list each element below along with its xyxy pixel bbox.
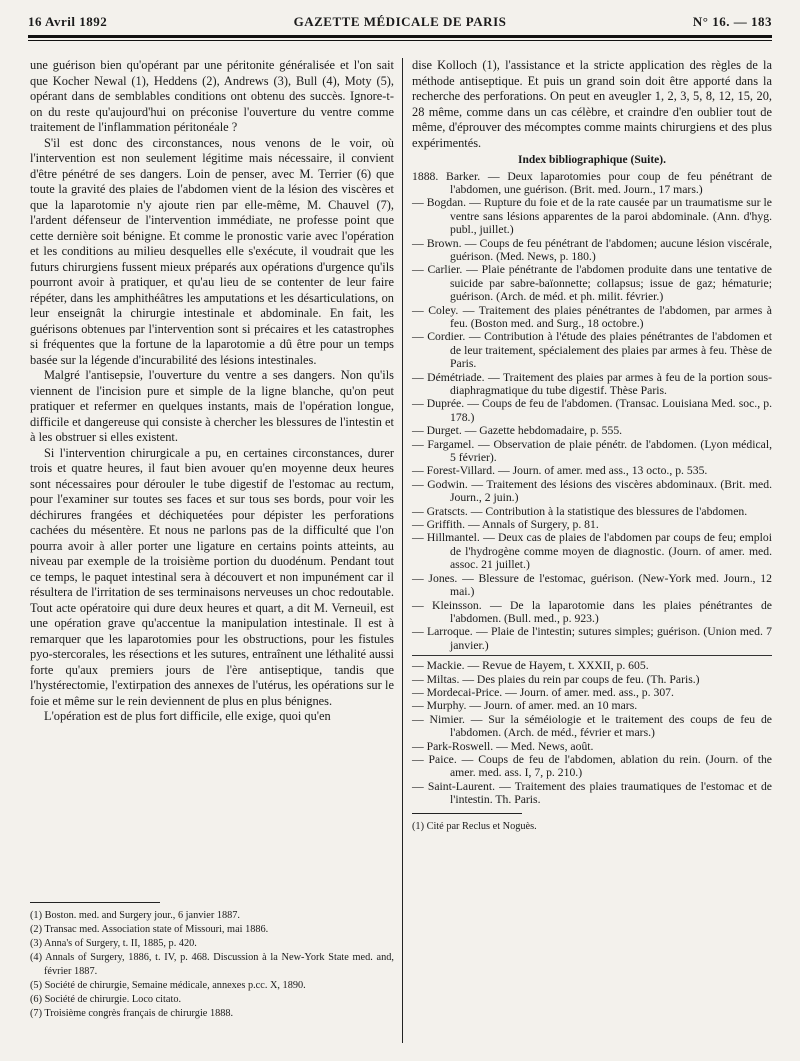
- bibliography-entry: — Godwin. — Traitement des lésions des viscères abdominaux. (Brit. med. Journ., 2 juin.): [412, 477, 772, 505]
- footnote: (5) Société de chirurgie, Semaine médicale, annexes p.cc. X, 1890.: [30, 980, 306, 991]
- footnote-rule: [30, 902, 160, 903]
- bibliography-entry: — Mackie. — Revue de Hayem, t. XXXII, p. 605.: [412, 659, 649, 673]
- paragraph: Si l'intervention chirurgicale a pu, en certaines circonstances, durer trois et quatre heures, il faut bien avouer qu'en moyenne deux heures sont nécessaires pour dérouler le tube digestif de l'estomac au rectum, pour l'examiner sur toutes ses faces et sur tous ses bords, pour voir les déchirures frangées et déchiquetées pour dépister les perforations cachées du mésentère. Et nous ne parlons pas de la difficulté que l'on pourra avoir à aller porter une ligature en certains points atteints, au niveau par exemple de la troisième portion du duodénum. Pendant tout ce temps, le paquet intestinal sera à découvert et non impunément car il résultera de l'irritation de ses terminaisons nerveuses un choc redoutable. Tout acte opératoire qui dure deux heures et quart, a dit M. Verneuil, est une opération grave qu'accentue la manipulation intestinale. Il est à remarquer que les laparotomies pour les obstructions, pour les fistules pyo-stercorales, les résections et les sutures, entraînent une léthalité aussi forte qu'aux premiers jours de l'ère antiseptique, tandis que l'hystérectomie, l'extirpation des annexes de l'utérus, les opérations sur le foie et même sur le rein deviennent de plus en plus bénignes.: [30, 445, 394, 708]
- column-divider: [402, 58, 403, 1043]
- bibliography-entry: — Brown. — Coups de feu pénétrant de l'abdomen; aucune lésion viscérale, guérison. (Med. News, p. 180.): [412, 236, 772, 263]
- footnote: (1) Cité par Reclus et Noguès.: [412, 820, 537, 832]
- paragraph: une guérison bien qu'opérant par une péritonite généralisée et l'on sait que Kocher Newal (1), Heddens (2), Andrews (3), Bull (4), Moty (5), opérant dans de semblables conditions ont obtenu des succès. Ignore-t-on du reste qu'aujourd'hui on préconise l'ouverture du ventre comme traitement de l'inflammation péritonéale ?: [30, 58, 394, 134]
- footnote: (3) Anna's of Surgery, t. II, 1885, p. 420.: [30, 938, 197, 949]
- bibliography-entry: — Mordecai-Price. — Journ. of amer. med. ass., p. 307.: [412, 685, 674, 699]
- bibliography-entry: — Nimier. — Sur la séméiologie et le traitement des coups de feu de l'abdomen. (Arch. de méd., février et mars.): [412, 712, 772, 740]
- bibliography-entry: — Jones. — Blessure de l'estomac, guérison. (New-York med. Journ., 12 mai.): [412, 571, 772, 599]
- bibliography-entry: — Paice. — Coups de feu de l'abdomen, ablation du rein. (Journ. of the amer. med. ass. I, 7, p. 210.): [412, 752, 772, 780]
- bibliography-entry: — Démétriade. — Traitement des plaies par armes à feu de la portion sous-diaphragmatique du tube digestif. Thèse Paris.: [412, 370, 772, 397]
- bibliography-entry: — Miltas. — Des plaies du rein par coups de feu. (Th. Paris.): [412, 672, 700, 686]
- journal-title: GAZETTE MÉDICALE DE PARIS: [293, 14, 507, 29]
- footnote-rule: [412, 813, 522, 814]
- paragraph: L'opération est de plus fort difficile, elle exige, quoi qu'en: [44, 709, 331, 723]
- bibliography-entry: — Park-Roswell. — Med. News, août.: [412, 739, 594, 753]
- footnote: (1) Boston. med. and Surgery jour., 6 janvier 1887.: [30, 910, 241, 921]
- bibliography-entry: — Saint-Laurent. — Traitement des plaies traumatiques de l'estomac et de l'intestin. Th. Paris.: [412, 779, 772, 807]
- bibliography-entry: — Hillmantel. — Deux cas de plaies de l'abdomen par coups de feu; emploi de l'hydrogène comme moyen de diagnostic. (Journ. of amer. med. assoc. 21 juillet.): [412, 531, 772, 572]
- footnote: (7) Troisième congrès français de chirurgie 1888.: [30, 1008, 234, 1019]
- paragraph: Malgré l'antisepsie, l'ouverture du ventre a ses dangers. Non qu'ils viennent de l'incision pure et simple de la ligne blanche, qu'on peut pratiquer et refermer en quelques instants, mais de l'opération longue, difficile et dangereuse qui consiste à chercher les blessures de l'intestin et à les obstruer si elles existent.: [30, 368, 394, 444]
- bibliography-entry: — Coley. — Traitement des plaies pénétrantes de l'abdomen, par armes à feu. (Boston med. and Surg., 18 octobre.): [412, 303, 772, 330]
- bibliography-entry: — Cordier. — Contribution à l'étude des plaies pénétrantes de l'abdomen et de leur traitement, spécialement des plaies par armes à feu. Thèse de Paris.: [412, 330, 772, 371]
- bibliography-entry: — Griffith. — Annals of Surgery, p. 81.: [412, 518, 599, 532]
- bibliography-entry: — Bogdan. — Rupture du foie et de la rate causée par un traumatisme sur le ventre sans lésions apparentes de la paroi abdominale. (Ann. d'hyg. publ., juillet.): [412, 196, 772, 237]
- bibliography-entry: — Kleinsson. — De la laparotomie dans les plaies pénétrantes de l'abdomen. (Bull. med., p. 923.): [412, 598, 772, 625]
- footnote: (4) Annals of Surgery, 1886, t. IV, p. 468. Discussion à la New-York State med. and, février 1887.: [30, 952, 394, 977]
- header-rule-thin: [28, 40, 772, 41]
- bibliography-entry: — Carlier. — Plaie pénétrante de l'abdomen produite dans une tentative de suicide par sabre-baïonnette; collapsus; issue de gaz; hématurie; guérison. (Arch. de méd. et ph. milit. février.): [412, 263, 772, 304]
- paragraph: dise Kolloch (1), l'assistance et la stricte application des règles de la méthode antiseptique. Et puis un grand soin doit être apporté dans la recherche des perforations. On peut en aveugler 1, 2, 3, 5, 8, 12, 15, 20, 28 même, comme dans un cas célèbre, et craindre d'en oublier tout de même, d'éprouver des mécomptes comme maints chirurgiens et des plus expérimentés.: [412, 58, 772, 150]
- bibliography-heading: Index bibliographique (Suite).: [518, 154, 666, 166]
- footnote: (2) Transac med. Association state of Missouri, mai 1886.: [30, 924, 269, 935]
- bibliography-entry: 1888. Barker. — Deux laparotomies pour coup de feu pénétrant de l'abdomen, une guérison. (Brit. med. Journ., 17 mars.): [412, 169, 772, 196]
- page-number: N° 16. — 183: [692, 14, 772, 29]
- left-column-body: [30, 58, 394, 898]
- right-column: [412, 58, 772, 834]
- bibliography-entry: — Gratscts. — Contribution à la statistique des blessures de l'abdomen.: [412, 504, 748, 518]
- footnotes: [30, 909, 394, 1021]
- paragraph: S'il est donc des circonstances, nous venons de le voir, où l'intervention est non seulement légitime mais nécessaire, il convient d'être pénétré de ses dangers. Loin de penser, avec M. Terrier (6) que toute la gravité des plaies de l'abdomen vient de la lésion des viscères et que la laparotomie n'y ajoute rien par elle-même, M. Chauvel (7), l'ardent défenseur de l'intervention immédiate, ne professe point que cette dernière soit bénigne. Et comme le pronostic varie avec l'opération et les conditions au milieu desquelles elle s'exécute, il voudrait que les futurs chirurgiens fussent mieux préparés aux opérations d'urgence qu'ils pourront avoir à pratiquer, et qu'au lieu de se contenter de leur faire répéter, dans les amphithéâtres les amputations et les désarticulations, on leur enseignât la chirurgie intestinale et abdominale. En fait, les guérisons obtenues par l'intervention sont si précaires et les catastrophes si fréquentes que la fortune de la laparotomie a dû être pour un temps basée sur la légende d'incurabilité des lésions intestinales.: [30, 135, 394, 367]
- bibliography-entry: — Murphy. — Journ. of amer. med. an 10 mars.: [412, 699, 638, 713]
- page-header: [28, 14, 772, 34]
- bibliography-entry: — Fargamel. — Observation de plaie pénétr. de l'abdomen. (Lyon médical, 5 février).: [412, 437, 772, 465]
- footnote: (6) Société de chirurgie. Loco citato.: [30, 994, 182, 1005]
- bibliography-entry: — Durget. — Gazette hebdomadaire, p. 555.: [412, 424, 623, 438]
- bibliography-separator: [412, 655, 772, 656]
- bibliography-entry: — Larroque. — Plaie de l'intestin; sutures simples; guérison. (Union med. 7 janvier.): [412, 625, 772, 652]
- bibliography-entry: — Duprée. — Coups de feu de l'abdomen. (Transac. Louisiana Med. soc., p. 178.): [412, 397, 772, 424]
- bibliography-entry: — Forest-Villard. — Journ. of amer. med ass., 13 octo., p. 535.: [412, 464, 708, 478]
- bibliography-list: [412, 170, 772, 807]
- left-column: [30, 58, 394, 1021]
- header-rule-thick: [28, 35, 772, 38]
- issue-date: 16 Avril 1892: [28, 14, 108, 29]
